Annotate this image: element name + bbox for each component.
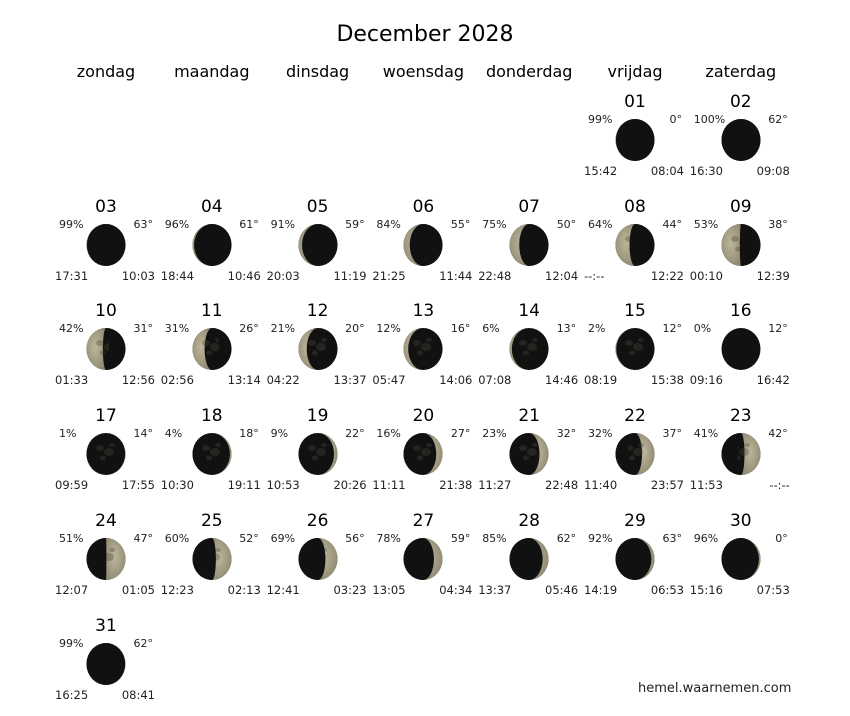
day-cell bbox=[582, 406, 688, 506]
day-cell bbox=[688, 406, 794, 506]
day-number: 06 bbox=[412, 196, 435, 217]
moonset-time: 10:03 bbox=[121, 268, 155, 283]
max-altitude: 12° bbox=[662, 322, 682, 336]
max-altitude: 0° bbox=[669, 113, 682, 126]
moon-phase-icon bbox=[191, 223, 233, 267]
moonrise-time: 05:47 bbox=[372, 373, 406, 388]
illumination-percent: 4% bbox=[164, 427, 183, 441]
day-cell bbox=[159, 197, 265, 297]
moon-phase-icon bbox=[297, 432, 339, 476]
day-number: 04 bbox=[200, 196, 223, 217]
weekday-label: donderdag bbox=[485, 62, 573, 81]
moon-phase-icon bbox=[85, 537, 127, 581]
moonrise-time: 20:03 bbox=[266, 268, 300, 283]
max-altitude: 62° bbox=[556, 531, 577, 545]
illumination-percent: 75% bbox=[482, 217, 507, 231]
day-cell bbox=[476, 406, 582, 506]
moonset-time: 20:26 bbox=[333, 478, 367, 493]
moonset-time: 15:38 bbox=[650, 373, 684, 388]
day-number: 27 bbox=[412, 510, 435, 531]
day-number: 14 bbox=[518, 301, 540, 322]
moon-phase-icon bbox=[191, 537, 233, 581]
max-altitude: 32° bbox=[556, 427, 577, 441]
moon-phase-icon bbox=[720, 223, 762, 267]
page-title: December 2028 bbox=[336, 22, 514, 47]
moonset-time: 21:38 bbox=[439, 478, 473, 493]
moonset-time: 12:39 bbox=[756, 268, 790, 283]
illumination-percent: 99% bbox=[59, 636, 84, 650]
moonset-time: 19:11 bbox=[227, 478, 261, 493]
day-number: 19 bbox=[306, 406, 329, 427]
moonset-time: 08:41 bbox=[121, 687, 155, 702]
moonrise-time: 02:56 bbox=[160, 373, 194, 388]
day-number: 08 bbox=[624, 196, 646, 217]
day-cell bbox=[53, 511, 159, 611]
max-altitude: 47° bbox=[133, 531, 153, 545]
illumination-percent: 64% bbox=[588, 217, 613, 231]
day-number: 01 bbox=[624, 92, 646, 112]
weekday-label: woensdag bbox=[382, 62, 465, 81]
max-altitude: 63° bbox=[133, 217, 153, 231]
illumination-percent: 99% bbox=[59, 217, 84, 231]
day-cell bbox=[688, 301, 794, 401]
weekday-label: maandag bbox=[174, 62, 250, 81]
moonset-time: 12:56 bbox=[121, 373, 155, 388]
moon-phase-icon bbox=[720, 432, 762, 476]
day-number: 12 bbox=[306, 301, 329, 322]
max-altitude: 16° bbox=[450, 322, 471, 336]
max-altitude: 18° bbox=[239, 427, 259, 441]
day-number: 09 bbox=[729, 196, 752, 217]
day-number: 25 bbox=[200, 510, 223, 531]
moonset-time: 04:34 bbox=[439, 582, 473, 597]
moon-phase-icon bbox=[402, 327, 444, 371]
max-altitude: 12° bbox=[768, 322, 788, 336]
max-altitude: 27° bbox=[450, 427, 471, 441]
day-number: 30 bbox=[729, 510, 752, 531]
max-altitude: 42° bbox=[768, 427, 788, 441]
day-number: 16 bbox=[729, 301, 752, 322]
illumination-percent: 60% bbox=[164, 531, 190, 545]
max-altitude: 59° bbox=[345, 217, 365, 231]
day-number: 23 bbox=[729, 406, 752, 427]
moonrise-time: 11:40 bbox=[584, 478, 618, 493]
moon-phase-icon bbox=[297, 223, 339, 267]
moon-phase-icon bbox=[614, 223, 656, 267]
day-number: 21 bbox=[518, 406, 540, 427]
moonset-time: 09:08 bbox=[756, 164, 790, 178]
moonrise-time: 11:27 bbox=[478, 478, 512, 493]
max-altitude: 20° bbox=[345, 322, 365, 336]
moon-phase-icon bbox=[85, 432, 127, 476]
moonrise-time: 10:30 bbox=[160, 478, 194, 493]
moonrise-time: 22:48 bbox=[478, 268, 512, 283]
day-cell bbox=[688, 197, 794, 297]
moonrise-time: 04:22 bbox=[266, 373, 300, 388]
moonrise-time: 17:31 bbox=[55, 268, 89, 283]
illumination-percent: 1% bbox=[59, 427, 77, 441]
site-credit: hemel.waarnemen.com bbox=[638, 681, 792, 696]
moon-phase-icon bbox=[85, 327, 127, 371]
illumination-percent: 100% bbox=[693, 113, 726, 126]
moonrise-time: 12:07 bbox=[55, 582, 89, 597]
moonset-time: 06:53 bbox=[650, 582, 684, 597]
day-cell bbox=[370, 511, 476, 611]
max-altitude: 44° bbox=[662, 217, 682, 231]
weekday-label: zondag bbox=[76, 62, 136, 81]
moon-phase-icon bbox=[85, 223, 127, 267]
moon-phase-icon bbox=[191, 432, 233, 476]
day-number: 15 bbox=[624, 301, 646, 322]
moon-phase-icon bbox=[508, 432, 550, 476]
illumination-percent: 85% bbox=[482, 531, 507, 545]
moon-phase-icon bbox=[614, 537, 656, 581]
day-number: 22 bbox=[624, 406, 646, 427]
moonset-time: 02:13 bbox=[227, 582, 261, 597]
moonrise-time: 08:19 bbox=[584, 373, 618, 388]
day-cell bbox=[53, 616, 159, 716]
max-altitude: 62° bbox=[133, 636, 153, 650]
day-cell bbox=[53, 197, 159, 297]
moonrise-time: 12:41 bbox=[266, 582, 300, 597]
illumination-percent: 9% bbox=[270, 427, 289, 441]
day-cell bbox=[370, 406, 476, 506]
illumination-percent: 91% bbox=[270, 217, 296, 231]
day-cell bbox=[265, 301, 371, 401]
day-cell bbox=[582, 511, 688, 611]
moon-phase-icon bbox=[614, 118, 656, 162]
day-number: 17 bbox=[95, 406, 117, 427]
day-number: 11 bbox=[200, 301, 223, 322]
max-altitude: 37° bbox=[662, 427, 682, 441]
day-number: 02 bbox=[729, 92, 752, 112]
day-number: 10 bbox=[95, 301, 117, 322]
max-altitude: 50° bbox=[556, 217, 577, 231]
max-altitude: 55° bbox=[450, 217, 471, 231]
max-altitude: 62° bbox=[768, 113, 788, 126]
day-cell bbox=[582, 197, 688, 297]
illumination-percent: 31% bbox=[164, 322, 190, 336]
moon-phase-icon bbox=[508, 223, 550, 267]
day-cell bbox=[265, 197, 371, 297]
moonrise-time: 18:44 bbox=[160, 268, 194, 283]
illumination-percent: 32% bbox=[588, 427, 613, 441]
weekday-label: dinsdag bbox=[285, 62, 350, 81]
illumination-percent: 99% bbox=[588, 113, 613, 126]
moonrise-time: 12:23 bbox=[160, 582, 194, 597]
max-altitude: 26° bbox=[239, 322, 259, 336]
moonset-time: 22:48 bbox=[545, 478, 579, 493]
moon-phase-icon bbox=[508, 327, 550, 371]
moonset-time: 13:37 bbox=[333, 373, 367, 388]
max-altitude: 31° bbox=[133, 322, 153, 336]
day-cell bbox=[582, 301, 688, 401]
moonset-time: 12:22 bbox=[650, 268, 684, 283]
max-altitude: 0° bbox=[775, 531, 788, 545]
moonrise-time: --:-- bbox=[584, 268, 605, 283]
moonset-time: 13:14 bbox=[227, 373, 261, 388]
day-cell bbox=[53, 301, 159, 401]
day-number: 24 bbox=[95, 510, 117, 531]
day-cell bbox=[476, 511, 582, 611]
moon-phase-icon bbox=[402, 537, 444, 581]
moonrise-time: 16:30 bbox=[689, 164, 723, 178]
moon-phase-icon bbox=[297, 327, 339, 371]
illumination-percent: 92% bbox=[588, 531, 613, 545]
moon-phase-icon bbox=[614, 327, 656, 371]
illumination-percent: 41% bbox=[693, 427, 719, 441]
max-altitude: 59° bbox=[450, 531, 471, 545]
day-number: 07 bbox=[518, 196, 540, 217]
illumination-percent: 16% bbox=[376, 427, 401, 441]
day-cell bbox=[688, 92, 794, 192]
day-cell bbox=[582, 92, 688, 192]
max-altitude: 13° bbox=[556, 322, 577, 336]
illumination-percent: 53% bbox=[693, 217, 719, 231]
illumination-percent: 2% bbox=[588, 322, 606, 336]
day-cell bbox=[265, 511, 371, 611]
day-cell bbox=[688, 511, 794, 611]
moonset-time: 07:53 bbox=[756, 582, 790, 597]
moon-phase-icon bbox=[402, 223, 444, 267]
moonset-time: 11:19 bbox=[333, 268, 367, 283]
moon-phase-icon bbox=[508, 537, 550, 581]
moon-phase-icon bbox=[720, 327, 762, 371]
illumination-percent: 78% bbox=[376, 531, 401, 545]
day-number: 13 bbox=[412, 301, 435, 322]
day-number: 26 bbox=[306, 510, 329, 531]
max-altitude: 61° bbox=[239, 217, 259, 231]
illumination-percent: 96% bbox=[164, 217, 190, 231]
illumination-percent: 69% bbox=[270, 531, 296, 545]
moonrise-time: 15:16 bbox=[689, 582, 723, 597]
illumination-percent: 42% bbox=[59, 322, 84, 336]
illumination-percent: 0% bbox=[693, 322, 712, 336]
day-number: 20 bbox=[412, 406, 435, 427]
moon-phase-icon bbox=[720, 537, 762, 581]
day-cell bbox=[476, 197, 582, 297]
illumination-percent: 12% bbox=[376, 322, 401, 336]
max-altitude: 63° bbox=[662, 531, 682, 545]
day-cell bbox=[53, 406, 159, 506]
max-altitude: 14° bbox=[133, 427, 153, 441]
day-number: 18 bbox=[200, 406, 223, 427]
illumination-percent: 84% bbox=[376, 217, 401, 231]
moonrise-time: 16:25 bbox=[55, 687, 89, 702]
moonset-time: 14:06 bbox=[439, 373, 473, 388]
moonrise-time: 14:19 bbox=[584, 582, 618, 597]
max-altitude: 52° bbox=[239, 531, 259, 545]
moonrise-time: 00:10 bbox=[689, 268, 723, 283]
moonset-time: 17:55 bbox=[121, 478, 155, 493]
moonset-time: 11:44 bbox=[439, 268, 473, 283]
moonrise-time: 01:33 bbox=[55, 373, 89, 388]
day-number: 03 bbox=[95, 196, 117, 217]
day-cell bbox=[159, 511, 265, 611]
moon-phase-icon bbox=[191, 327, 233, 371]
max-altitude: 38° bbox=[768, 217, 788, 231]
day-number: 28 bbox=[518, 510, 540, 531]
weekday-label: vrijdag bbox=[607, 62, 663, 81]
moonset-time: 12:04 bbox=[545, 268, 579, 283]
moonset-time: 14:46 bbox=[545, 373, 579, 388]
illumination-percent: 21% bbox=[270, 322, 296, 336]
moon-phase-icon bbox=[614, 432, 656, 476]
moonset-time: 16:42 bbox=[756, 373, 790, 388]
moonrise-time: 11:11 bbox=[372, 478, 406, 493]
illumination-percent: 51% bbox=[59, 531, 84, 545]
illumination-percent: 23% bbox=[482, 427, 507, 441]
moonrise-time: 09:16 bbox=[689, 373, 723, 388]
moonrise-time: 21:25 bbox=[372, 268, 406, 283]
max-altitude: 22° bbox=[345, 427, 365, 441]
moonset-time: 05:46 bbox=[545, 582, 579, 597]
moonset-time: 23:57 bbox=[650, 478, 684, 493]
day-cell bbox=[370, 301, 476, 401]
day-cell bbox=[265, 406, 371, 506]
day-cell bbox=[370, 197, 476, 297]
illumination-percent: 6% bbox=[482, 322, 500, 336]
moonset-time: 10:46 bbox=[227, 268, 261, 283]
moon-phase-icon bbox=[720, 118, 762, 162]
moonrise-time: 10:53 bbox=[266, 478, 300, 493]
day-number: 31 bbox=[95, 615, 117, 636]
max-altitude: 56° bbox=[345, 531, 365, 545]
moonset-time: 03:23 bbox=[333, 582, 367, 597]
day-number: 05 bbox=[306, 196, 329, 217]
moonrise-time: 15:42 bbox=[584, 164, 618, 178]
moonset-time: --:-- bbox=[769, 478, 790, 493]
moonrise-time: 07:08 bbox=[478, 373, 512, 388]
moonrise-time: 13:05 bbox=[372, 582, 406, 597]
moonrise-time: 11:53 bbox=[689, 478, 723, 493]
day-cell bbox=[159, 301, 265, 401]
moon-phase-icon bbox=[85, 642, 127, 686]
moonrise-time: 09:59 bbox=[55, 478, 89, 493]
moon-phase-icon bbox=[297, 537, 339, 581]
moonrise-time: 13:37 bbox=[478, 582, 512, 597]
day-number: 29 bbox=[624, 510, 646, 531]
illumination-percent: 96% bbox=[693, 531, 719, 545]
moonset-time: 01:05 bbox=[121, 582, 155, 597]
day-cell bbox=[476, 301, 582, 401]
weekday-label: zaterdag bbox=[705, 62, 777, 81]
moon-phase-icon bbox=[402, 432, 444, 476]
moonset-time: 08:04 bbox=[650, 164, 684, 178]
day-cell bbox=[159, 406, 265, 506]
